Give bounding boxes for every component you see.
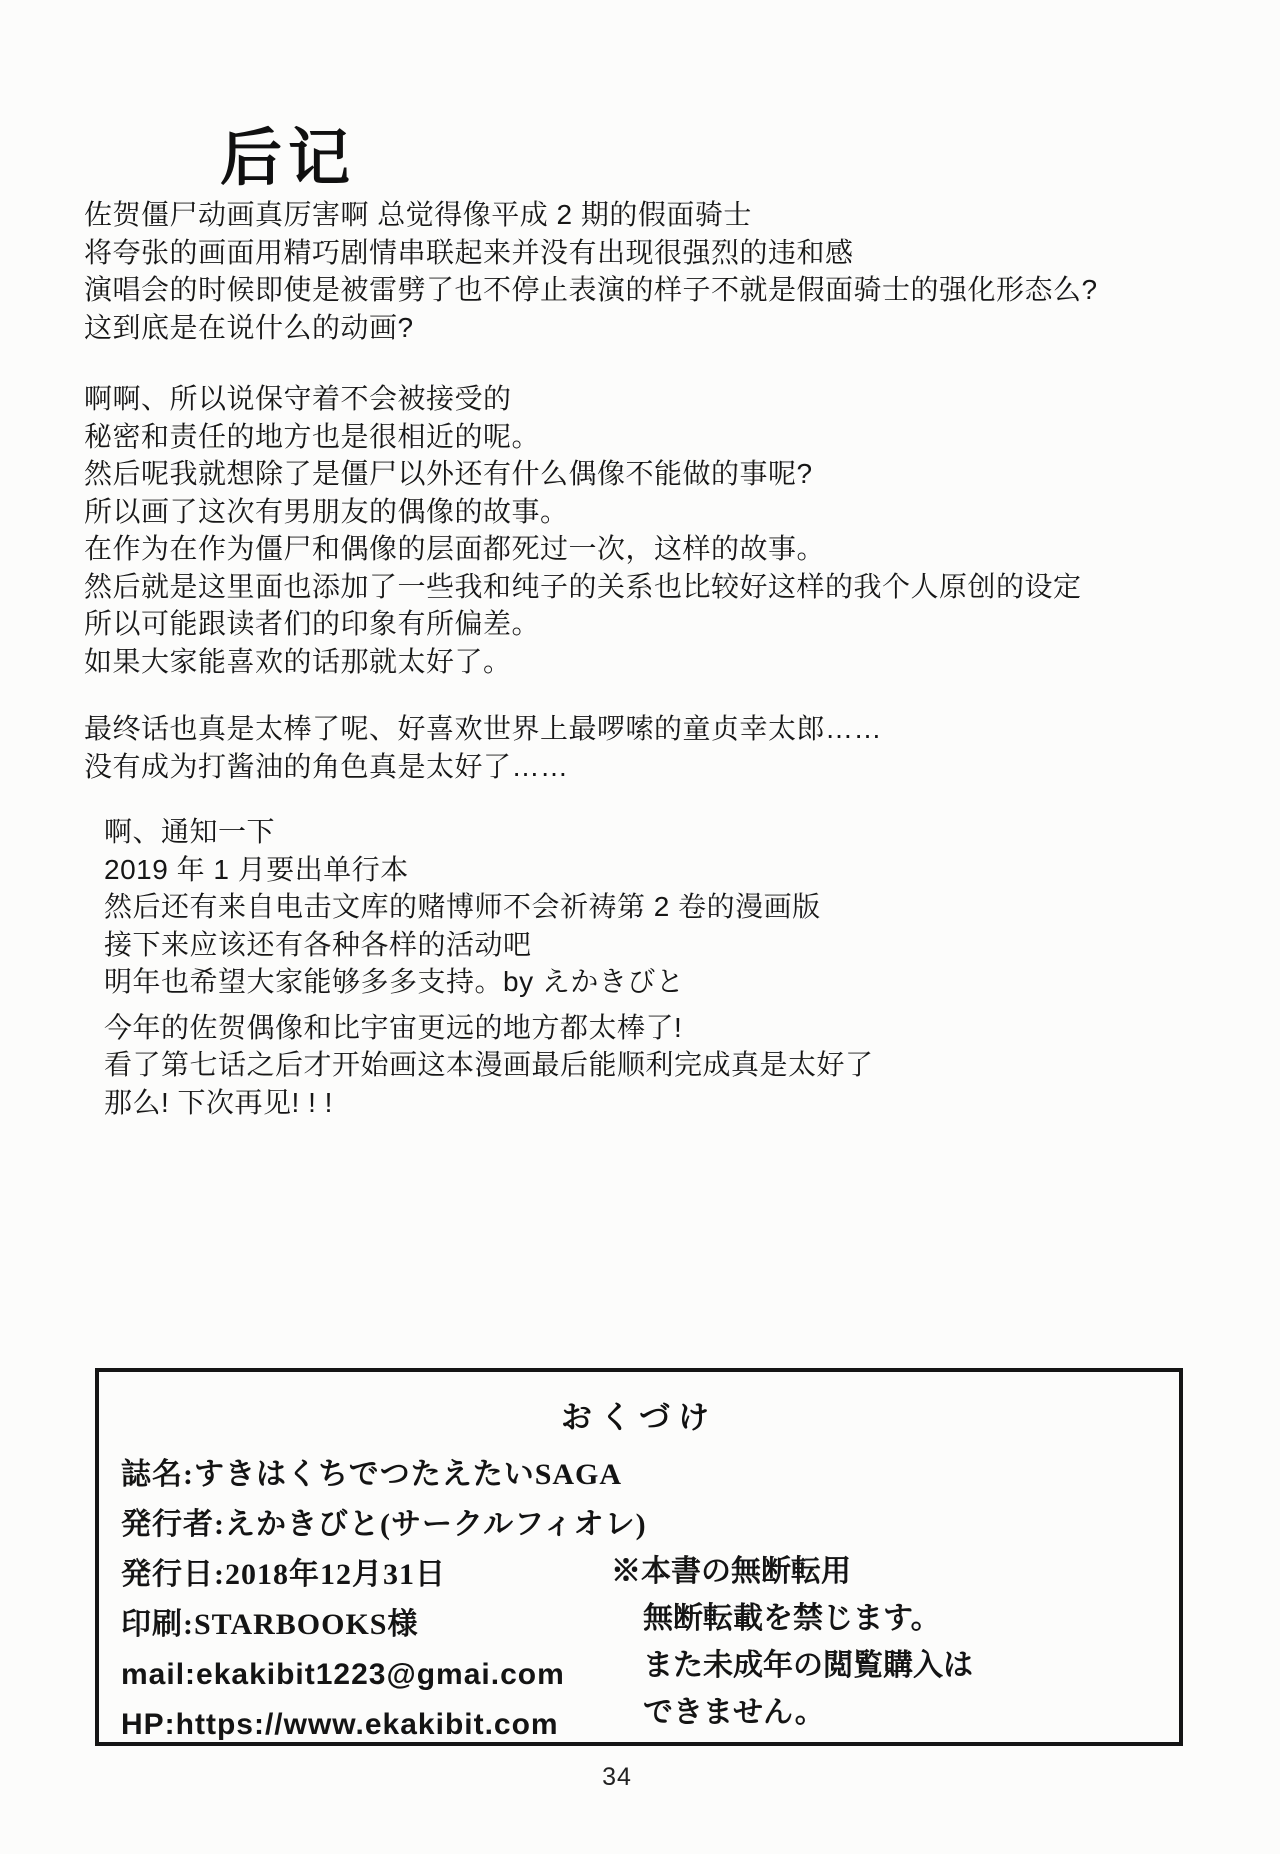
text-line: 佐贺僵尸动画真厉害啊 总觉得像平成 2 期的假面骑士 [84, 199, 752, 230]
text-line: 然后呢我就想除了是僵尸以外还有什么偶像不能做的事呢? [84, 458, 813, 489]
colophon-entry-date: 発行日:2018年12月31日 [121, 1558, 446, 1591]
text-line: 没有成为打酱油的角色真是太好了…… [84, 750, 569, 782]
colophon-notice [611, 1548, 1151, 1736]
colophon-entry-mail: mail:ekakibit1223@gmai.com [121, 1658, 565, 1691]
text-line: 所以可能跟读者们的印象有所偏差。 [84, 608, 541, 639]
text-line: 演唱会的时候即使是被雷劈了也不停止表演的样子不就是假面骑士的强化形态么? [84, 274, 1098, 305]
paragraph-announcements [84, 813, 1204, 1001]
text-line: 秘密和责任的地方也是很相近的呢。 [84, 420, 541, 452]
paragraph-story-concept [84, 380, 1204, 680]
colophon-entry-title: 誌名:すきはくちでつたえたいSAGA [121, 1458, 623, 1491]
text-line: 2019 年 1 月要出单行本 [104, 853, 409, 885]
text-line: 最终话也真是太棒了呢、好喜欢世界上最啰嗦的童贞幸太郎…… [84, 713, 883, 744]
page-number: 34 [602, 1763, 632, 1791]
text-line: 在作为在作为僵尸和偶像的层面都死过一次，这样的故事。 [84, 533, 826, 564]
paragraph-anime-impressions [84, 196, 1204, 346]
page-title: 后记 [220, 124, 357, 193]
text-line: 那么! 下次再见! ! ! [104, 1086, 333, 1118]
notice-line: また未成年の閲覧購入は [643, 1649, 973, 1682]
text-line: 然后就是这里面也添加了一些我和纯子的关系也比较好这样的我个人原创的设定 [84, 570, 1082, 602]
colophon-entry-printer: 印刷:STARBOOKS様 [121, 1608, 419, 1641]
text-line: 啊啊、所以说保守着不会被接受的 [84, 383, 512, 414]
text-line: 这到底是在说什么的动画? [84, 311, 414, 343]
colophon-entry-publisher: 発行者:えかきびと(サークルフィオレ) [121, 1508, 647, 1541]
paragraph-final-episode [84, 710, 1204, 785]
paragraph-closing [84, 1009, 1204, 1122]
text-line: 然后还有来自电击文库的赌博师不会祈祷第 2 卷的漫画版 [104, 891, 821, 922]
colophon-entry-homepage: HP:https://www.ekakibit.com [121, 1708, 559, 1741]
text-line: 今年的佐贺偶像和比宇宙更远的地方都太棒了! [104, 1011, 683, 1043]
colophon-box [95, 1368, 1183, 1746]
colophon-heading: おくづけ [561, 1400, 717, 1435]
text-line: 啊、通知一下 [104, 816, 276, 847]
notice-line: ※本書の無断転用 [611, 1555, 851, 1588]
text-line: 将夸张的画面用精巧剧情串联起来并没有出现很强烈的违和感 [84, 236, 854, 268]
text-line: 如果大家能喜欢的话那就太好了。 [84, 645, 512, 677]
notice-line: 無断転載を禁じます。 [643, 1602, 941, 1635]
text-line: 明年也希望大家能够多多支持。by えかきびと [104, 966, 685, 997]
afterword-body [84, 196, 1204, 1121]
text-line: 所以画了这次有男朋友的偶像的故事。 [84, 495, 569, 527]
colophon-entries [121, 1450, 647, 1750]
text-line: 接下来应该还有各种各样的活动吧 [104, 928, 532, 960]
notice-line: できません。 [643, 1696, 825, 1729]
text-line: 看了第七话之后才开始画这本漫画最后能顺利完成真是太好了 [104, 1049, 874, 1080]
